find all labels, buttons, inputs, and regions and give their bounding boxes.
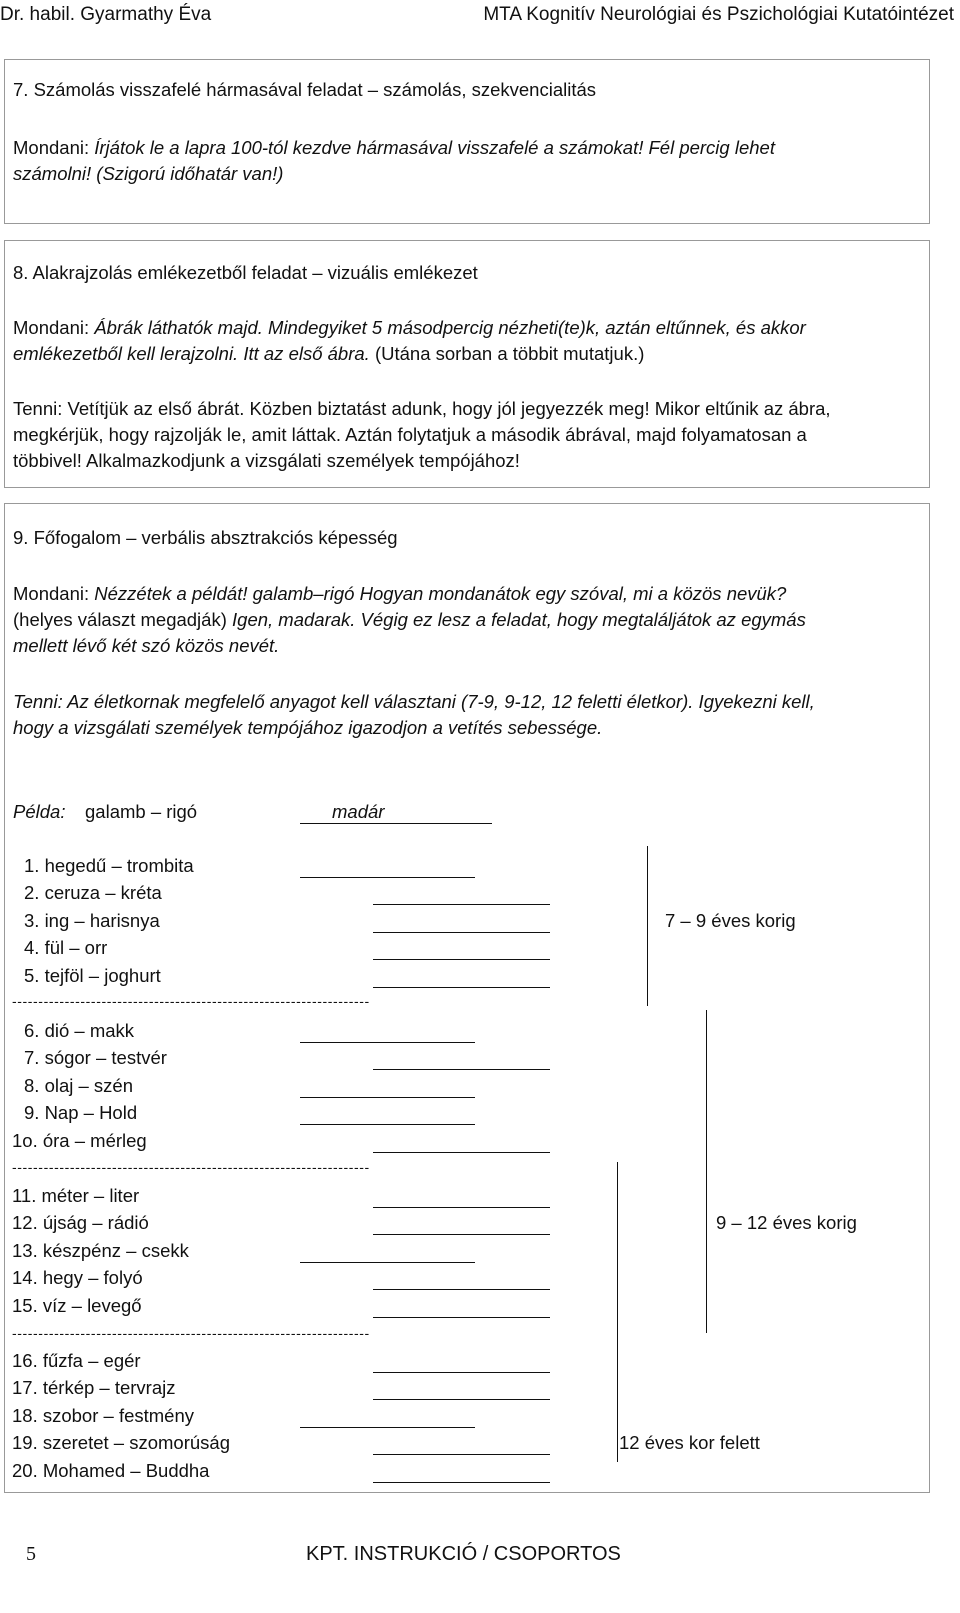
age-label-9-12: 9 – 12 éves korig	[716, 1212, 857, 1233]
task7-mondani-line2: számolni! (Szigorú időhatár van!)	[13, 163, 284, 184]
answer-blank-line[interactable]	[373, 1454, 550, 1455]
answer-blank-line[interactable]	[300, 877, 475, 878]
example-answer-line	[300, 823, 492, 824]
example-answer: madár	[332, 801, 385, 822]
word-pair-item: 17. térkép – tervrajz	[12, 1377, 176, 1398]
task8-tenni-line3: többivel! Alkalmazkodjunk a vizsgálati személyek tempójához!	[13, 450, 520, 471]
task9-mondani-line1: Mondani: Nézzétek a példát! galamb–rigó Hogyan mondanátok egy szóval, mi a közös nevük?	[13, 583, 787, 604]
task9-tenni-line2: hogy a vizsgálati személyek tempójához igazodjon a vetítés sebessége.	[13, 717, 603, 738]
word-pair-item: 6. dió – makk	[24, 1020, 135, 1041]
task9-mondani-line3: mellett lévő két szó közös nevét.	[13, 635, 280, 656]
separator-line: --------------------------------------------------------------------	[12, 993, 370, 1009]
answer-blank-line[interactable]	[373, 904, 550, 905]
answer-blank-line[interactable]	[300, 1124, 475, 1125]
answer-blank-line[interactable]	[373, 959, 550, 960]
answer-blank-line[interactable]	[300, 1097, 475, 1098]
word-pair-item: 20. Mohamed – Buddha	[12, 1460, 210, 1481]
age-label-7-9: 7 – 9 éves korig	[665, 910, 796, 931]
word-pair-item: 18. szobor – festmény	[12, 1405, 195, 1426]
answer-blank-line[interactable]	[373, 1234, 550, 1235]
task8-mondani-line2: emlékezetből kell lerajzolni. Itt az első ábra. (Utána sorban a többit mutatjuk.)	[13, 343, 645, 364]
task7-mondani-line1: Mondani: Írjátok le a lapra 100-tól kezdve hármasával visszafelé a számokat! Fél percig lehet	[13, 137, 775, 158]
answer-blank-line[interactable]	[373, 1069, 550, 1070]
task9-title: 9. Főfogalom – verbális absztrakciós képesség	[13, 527, 398, 548]
task7-box	[4, 59, 930, 224]
answer-blank-line[interactable]	[373, 1317, 550, 1318]
answer-blank-line[interactable]	[373, 1289, 550, 1290]
word-pair-item: 8. olaj – szén	[24, 1075, 134, 1096]
age-bracket-line-1	[647, 846, 648, 1006]
answer-blank-line[interactable]	[373, 1372, 550, 1373]
task8-tenni-line1: Tenni: Vetítjük az első ábrát. Közben biztatást adunk, hogy jól jegyezzék meg! Mikor eltűnik az ábra,	[13, 398, 831, 419]
word-pair-item: 19. szeretet – szomorúság	[12, 1432, 230, 1453]
footer-title: KPT. INSTRUKCIÓ / CSOPORTOS	[306, 1543, 621, 1565]
word-pair-item: 5. tejföl – joghurt	[24, 965, 161, 986]
word-pair-item: 11. méter – liter	[12, 1185, 140, 1206]
answer-blank-line[interactable]	[373, 1207, 550, 1208]
header-author: Dr. habil. Gyarmathy Éva	[0, 4, 212, 25]
age-bracket-line-3	[617, 1162, 618, 1462]
task9-tenni-line1: Tenni: Az életkornak megfelelő anyagot kell választani (7-9, 9-12, 12 feletti életkor). Igyekezni kell,	[13, 691, 815, 712]
word-pair-item: 13. készpénz – csekk	[12, 1240, 189, 1261]
word-pair-item: 14. hegy – folyó	[12, 1267, 143, 1288]
header-institute: MTA Kognitív Neurológiai és Pszichológiai Kutatóintézet	[483, 4, 954, 25]
answer-blank-line[interactable]	[300, 1042, 475, 1043]
word-pair-item: 2. ceruza – kréta	[24, 882, 162, 903]
word-pair-item: 3. ing – harisnya	[24, 910, 160, 931]
example-pair: galamb – rigó	[85, 801, 198, 822]
word-pair-item: 1o. óra – mérleg	[12, 1130, 147, 1151]
answer-blank-line[interactable]	[373, 932, 550, 933]
answer-blank-line[interactable]	[300, 1262, 475, 1263]
answer-blank-line[interactable]	[373, 1399, 550, 1400]
page-number: 5	[26, 1543, 36, 1565]
word-pair-item: 1. hegedű – trombita	[24, 855, 194, 876]
word-pair-item: 15. víz – levegő	[12, 1295, 142, 1316]
task9-mondani-line2: (helyes választ megadják) Igen, madarak. Végig ez lesz a feladat, hogy megtaláljátok az egymás	[13, 609, 806, 630]
answer-blank-line[interactable]	[373, 1152, 550, 1153]
word-pair-item: 7. sógor – testvér	[24, 1047, 167, 1068]
task8-mondani-line1: Mondani: Ábrák láthatók majd. Mindegyiket 5 másodpercig nézheti(te)k, aztán eltűnnek, és akkor	[13, 317, 806, 338]
task7-title: 7. Számolás visszafelé hármasával feladat – számolás, szekvencialitás	[13, 79, 597, 100]
answer-blank-line[interactable]	[300, 1427, 475, 1428]
answer-blank-line[interactable]	[373, 987, 550, 988]
task8-box	[4, 240, 930, 488]
age-bracket-line-2	[706, 1010, 707, 1333]
task8-title: 8. Alakrajzolás emlékezetből feladat – vizuális emlékezet	[13, 262, 478, 283]
separator-line: --------------------------------------------------------------------	[12, 1325, 370, 1341]
task8-tenni-line2: megkérjük, hogy rajzolják le, amit láttak. Aztán folytatjuk a második ábrával, majd folyamatosan a	[13, 424, 807, 445]
separator-line: --------------------------------------------------------------------	[12, 1159, 370, 1175]
example-label: Példa:	[13, 801, 66, 822]
age-label-12-plus: 12 éves kor felett	[619, 1432, 760, 1453]
word-pair-item: 16. fűzfa – egér	[12, 1350, 141, 1371]
word-pair-item: 4. fül – orr	[24, 937, 108, 958]
word-pair-item: 9. Nap – Hold	[24, 1102, 138, 1123]
word-pair-item: 12. újság – rádió	[12, 1212, 149, 1233]
answer-blank-line[interactable]	[373, 1482, 550, 1483]
